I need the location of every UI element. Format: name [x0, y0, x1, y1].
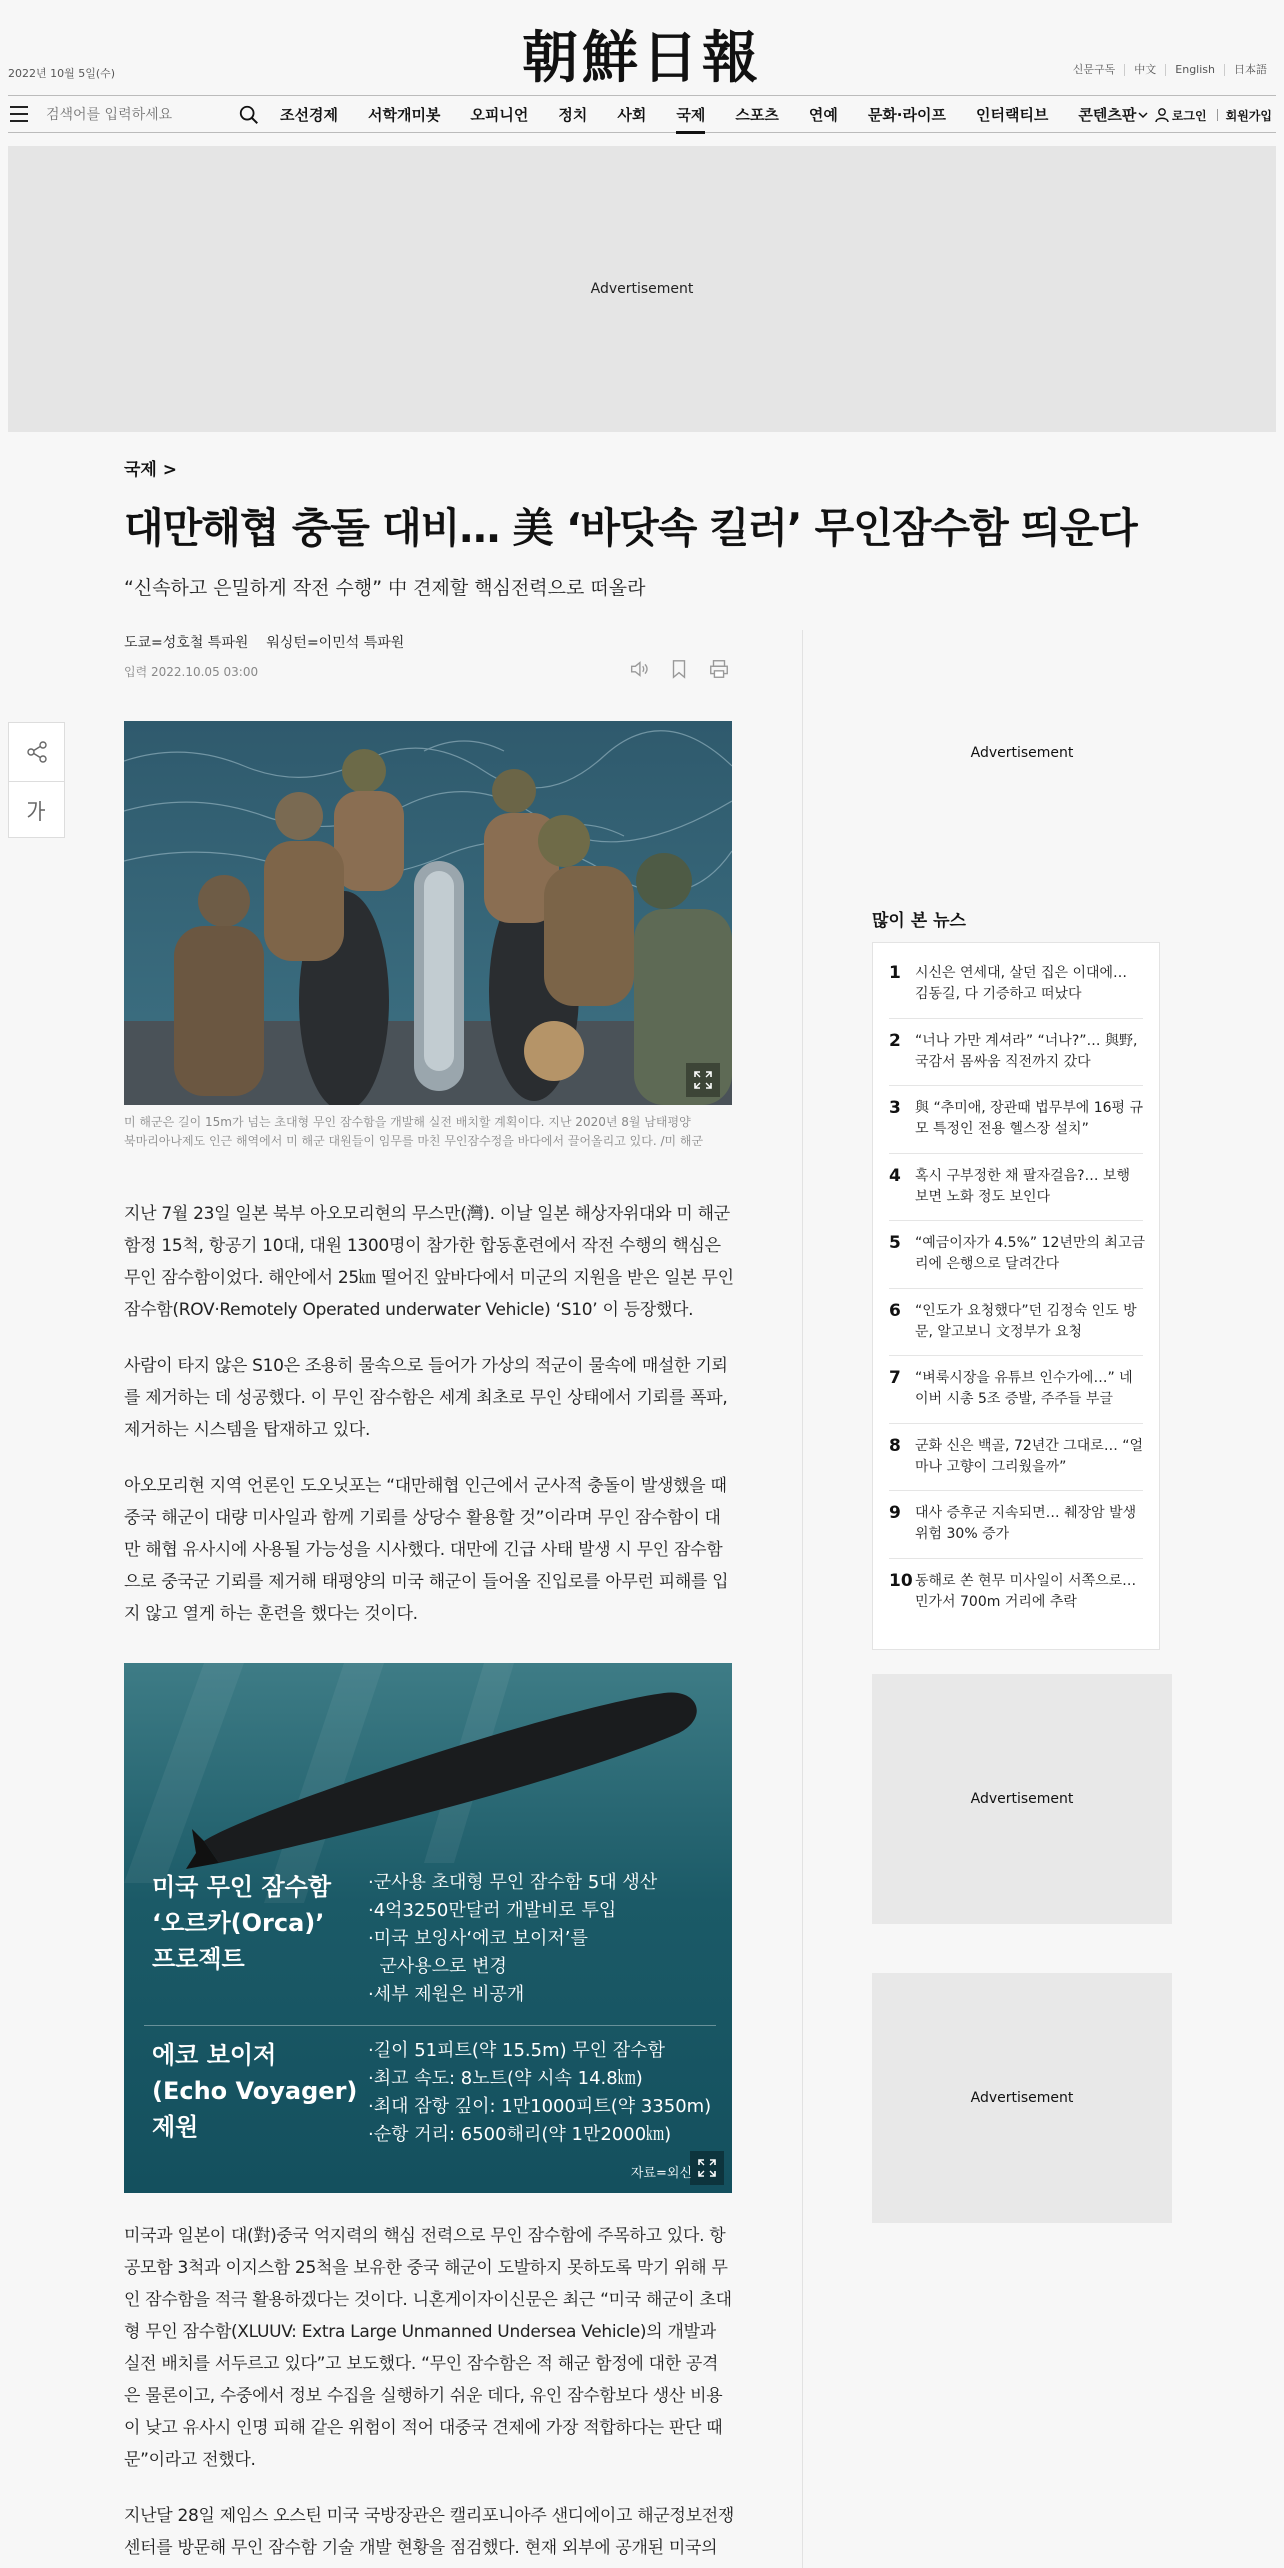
rank-number: 9	[889, 1503, 901, 1523]
article-subheadline: “신속하고 은밀하게 작전 수행” 中 견제할 핵심전력으로 떠올라	[124, 577, 646, 599]
rank-number: 7	[889, 1368, 901, 1388]
article-paragraph: 미국과 일본이 대(對)중국 억지력의 핵심 전력으로 무인 잠수함에 주목하고 있다. 항공모함 3척과 이지스함 25척을 보유한 중국 해군이 도발하지 못하도록 막기 위해 무인 잠수함을 적극 활용하겠다는 것이다. 니혼게이자이신문은 최근 “미국 해군이 초대형 무인 잠수함(XLUUV: Extra Large Unmanned Undersea Vehicle)의 개발과 실전 배치를 서두르고 있다”고 보도했다. “무인 잠수함은 적 해군 함정에 대한 공격은 물론이고, 수중에서 정보 수집을 실행하기 쉬운 데다, 유인 잠수함보다 생산 비용이 낮고 유사시 인명 피해 같은 위험이 적어 대중국 견제에 가장 적합하다는 판단 때문”이라고 전했다.	[124, 2226, 732, 2470]
site-header	[0, 0, 1284, 92]
list-item[interactable]	[889, 951, 1143, 1019]
expand-button[interactable]	[690, 2151, 724, 2185]
byline-reporter-washington[interactable]: 워싱턴=이민석 특파원	[266, 635, 405, 651]
chevron-down-icon	[1138, 110, 1148, 120]
nav-item-society[interactable]: 사회	[617, 106, 647, 124]
list-item[interactable]	[889, 1559, 1143, 1627]
article-tools	[628, 658, 730, 680]
rank-number: 4	[889, 1165, 901, 1186]
expand-icon	[693, 1070, 713, 1090]
account-links	[1154, 96, 1272, 134]
login-label: 로그인	[1171, 108, 1207, 123]
speaker-icon[interactable]	[628, 658, 650, 680]
list-item[interactable]	[889, 1154, 1143, 1222]
rank-number: 8	[889, 1435, 901, 1456]
ad-sidebar-top[interactable]	[872, 745, 1172, 761]
photo-caption: 미 해군은 길이 15m가 넘는 초대형 무인 잠수함을 개발해 실전 배치할 계획이다. 지난 2020년 8월 남태평양 북마리아나제도 인근 해역에서 미 해군 대원들이 임무를 마친 무인잠수정을 바다에서 끌어올리고 있다. /미 해군	[124, 1115, 704, 1148]
news-headline: “벼룩시장을 유튜브 인수가에…” 네이버 시총 5조 증발, 주주들 부글	[915, 1370, 1133, 1407]
user-icon	[1154, 107, 1170, 123]
divider	[1217, 109, 1218, 121]
article-byline	[124, 632, 404, 652]
infographic-list-item: ·최대 잠항 깊이: 1만1000피트(약 3350m)	[368, 2096, 712, 2117]
article-paragraph: 사람이 타지 않은 S10은 조용히 물속으로 들어가 가상의 적군이 물속에 매설한 기뢰를 제거하는 데 성공했다. 이 무인 잠수함은 세계 최초로 무인 상태에서 기뢰를 폭파, 제거하는 시스템을 탑재하고 있다.	[124, 1356, 728, 1440]
infographic-list-item: ·최고 속도: 8노트(약 시속 14.8㎞)	[368, 2068, 643, 2089]
ad-label: Advertisement	[590, 281, 694, 297]
ad-label: Advertisement	[970, 745, 1074, 761]
expand-button[interactable]	[686, 1063, 720, 1097]
print-icon[interactable]	[708, 658, 730, 680]
infographic-divider	[144, 2025, 716, 2026]
rank-number: 5	[889, 1233, 901, 1253]
infographic-title-line: 미국 무인 잠수함	[152, 1873, 331, 1901]
ad-sidebar-bottom[interactable]	[872, 1973, 1172, 2223]
nav-item-opinion[interactable]: 오피니언	[470, 106, 529, 124]
list-item[interactable]	[889, 1356, 1143, 1424]
ad-label: Advertisement	[970, 2090, 1074, 2106]
list-item[interactable]	[889, 1086, 1143, 1154]
font-size-icon	[24, 798, 50, 824]
menu-icon[interactable]	[10, 106, 28, 122]
nav-item-international[interactable]: 국제	[676, 96, 705, 134]
ad-label: Advertisement	[970, 1791, 1074, 1807]
share-icon	[24, 739, 50, 765]
infographic-source: 자료=외신	[630, 2166, 692, 2181]
article-paragraph: 지난 7월 23일 일본 북부 아오모리현의 무스만(灣). 이날 일본 해상자위대와 미 해군 함정 15척, 항공기 10대, 대원 1300명이 참가한 합동훈련에서 작전 수행의 핵심은 무인 잠수함이었다. 해안에서 25㎞ 떨어진 앞바다에서 미군의 지원을 받은 일본 무인 잠수함(ROV·Remotely Operated underwater Vehicle) ‘S10’ 이 등장했다.	[124, 1204, 734, 1320]
list-item[interactable]	[889, 1424, 1143, 1492]
nav-item-sports[interactable]: 스포츠	[735, 106, 779, 124]
top-link-subscribe[interactable]: 신문구독	[1072, 63, 1116, 76]
infographic-title-orca	[152, 1869, 331, 1977]
nav-item-culture[interactable]: 문화·라이프	[867, 106, 946, 124]
nav-item-stockbot[interactable]: 서학개미봇	[367, 106, 441, 124]
rank-number: 3	[889, 1098, 901, 1118]
list-item[interactable]	[889, 1221, 1146, 1289]
byline-reporter-tokyo[interactable]: 도쿄=성호철 특파원	[124, 635, 249, 651]
nav-item-contents[interactable]	[1078, 96, 1148, 134]
breadcrumb[interactable]: 국제 >	[124, 460, 178, 480]
expand-icon	[697, 2158, 717, 2178]
share-button[interactable]	[9, 723, 64, 781]
infographic-list-echo	[368, 2037, 711, 2149]
nav-item-contents-label: 콘텐츠판	[1078, 106, 1137, 124]
news-headline: “인도가 요청했다”던 김정숙 인도 방문, 알고보니 文정부가 요청	[915, 1302, 1137, 1340]
infographic-list-item: ·군사용 초대형 무인 잠수함 5대 생산	[368, 1872, 658, 1893]
article-photo[interactable]	[124, 721, 732, 1105]
infographic-title-line: ‘오르카(Orca)’	[152, 1909, 325, 1937]
infographic-title-line: 에코 보이저	[152, 2041, 277, 2069]
infographic-title-echo	[152, 2037, 357, 2145]
top-link-chinese[interactable]: 中文	[1124, 64, 1165, 76]
infographic-title-line: 프로젝트	[152, 1945, 245, 1973]
publish-date: 입력 2022.10.05 03:00	[124, 665, 259, 679]
list-item[interactable]	[889, 1289, 1143, 1357]
floating-tools	[8, 722, 65, 838]
infographic-list-item: ·길이 51피트(약 15.5m) 무인 잠수함	[368, 2040, 666, 2061]
login-button[interactable]	[1154, 107, 1217, 124]
article-paragraph: 아오모리현 지역 언론인 도오닛포는 “대만해협 인근에서 군사적 충돌이 발생했을 때 중국 해군이 대량 미사일과 함께 기뢰를 상당수 활용할 것”이라며 무인 잠수함이 대만 해협 유사시에 사용될 가능성을 시사했다. 대만에 긴급 사태 발생 시 무인 잠수함으로 중국군 기뢰를 제거해 태평양의 미국 해군이 들어올 진입로를 아무런 피해를 입지 않고 열게 하는 훈련을 했다는 것이다.	[124, 1476, 729, 1624]
ad-sidebar-middle[interactable]	[872, 1674, 1172, 1924]
popular-news-list	[872, 942, 1160, 1650]
infographic-list-item: 군사용으로 변경	[368, 1956, 507, 1977]
rank-number: 6	[889, 1300, 901, 1321]
infographic-list-item: ·세부 제원은 비공개	[368, 1984, 525, 2005]
search-input[interactable]	[46, 102, 266, 128]
nav-menu	[280, 96, 1178, 134]
list-item[interactable]	[889, 1491, 1143, 1559]
top-link-japanese[interactable]: 日本語	[1224, 64, 1276, 76]
news-headline: 시신은 연세대, 살던 집은 이대에… 김동길, 다 기증하고 떠났다	[915, 965, 1128, 1002]
article-headline: 대만해협 충돌 대비… 美 ‘바닷속 킬러’ 무인잠수함 띄운다	[124, 504, 1137, 552]
news-headline: 대사 증후군 지속되면… 췌장암 발생 위험 30% 증가	[915, 1505, 1137, 1542]
news-headline: 동해로 쏜 현무 미사일이 서쪽으로… 민가서 700m 거리에 추락	[915, 1572, 1137, 1610]
header-date: 2022년 10월 5일(수)	[8, 67, 116, 80]
infographic-orca[interactable]	[124, 1663, 732, 2193]
infographic-list-orca	[368, 1869, 657, 2009]
bookmark-icon[interactable]	[668, 658, 690, 680]
signup-button[interactable]: 회원가입	[1225, 108, 1272, 123]
infographic-list-item: ·미국 보잉사‘에코 보이저’를	[368, 1928, 588, 1949]
ad-banner-top[interactable]	[8, 146, 1276, 432]
popular-news-title: 많이 본 뉴스	[872, 911, 966, 931]
infographic-list-item: ·4억3250만달러 개발비로 투입	[368, 1900, 617, 1921]
infographic-title-line: 제원	[152, 2113, 199, 2141]
rank-number: 1	[889, 963, 901, 983]
rank-number: 2	[889, 1030, 901, 1051]
list-item[interactable]	[889, 1019, 1143, 1087]
column-divider	[802, 630, 803, 2568]
rank-number: 10	[889, 1570, 913, 1591]
infographic-title-line: (Echo Voyager)	[152, 2077, 358, 2105]
news-headline: “너나 가만 계셔라” “너나?”… 與野, 국감서 몸싸움 직전까지 갔다	[915, 1032, 1138, 1070]
nav-item-entertainment[interactable]: 연예	[808, 106, 838, 124]
news-headline: 與 “추미애, 장관때 법무부에 16평 규모 특정인 전용 헬스장 설치”	[915, 1100, 1144, 1137]
article-paragraph: 지난달 28일 제임스 오스틴 미국 국방장관은 캘리포니아주 샌디에이고 해군정보전쟁센터를 방문해 무인 잠수함 기술 개발 현황을 점검했다. 현재 외부에 공개된 미국의	[124, 2506, 735, 2558]
news-headline: “예금이자가 4.5%” 12년만의 최고금리에 은행으로 달려간다	[915, 1235, 1146, 1272]
nav-item-interactive[interactable]: 인터랙티브	[975, 106, 1049, 124]
main-nav	[8, 95, 1276, 133]
nav-item-politics[interactable]: 정치	[558, 106, 588, 124]
font-size-button[interactable]	[9, 781, 64, 839]
divers-photo	[124, 721, 732, 1105]
news-headline: 혹시 구부정한 채 팔자걸음?… 보행 보면 노화 정도 보인다	[915, 1167, 1131, 1205]
search-icon[interactable]	[238, 104, 260, 126]
site-logo[interactable]: 朝鮮日報	[522, 25, 762, 91]
infographic-list-item: ·순항 거리: 6500해리(약 1만2000㎞)	[368, 2124, 672, 2145]
news-headline: 군화 신은 백골, 72년간 그대로… “얼마나 고향이 그리웠을까”	[915, 1437, 1144, 1475]
top-links	[1064, 64, 1276, 76]
top-link-english[interactable]: English	[1165, 64, 1224, 76]
nav-item-economy[interactable]: 조선경제	[280, 106, 338, 124]
